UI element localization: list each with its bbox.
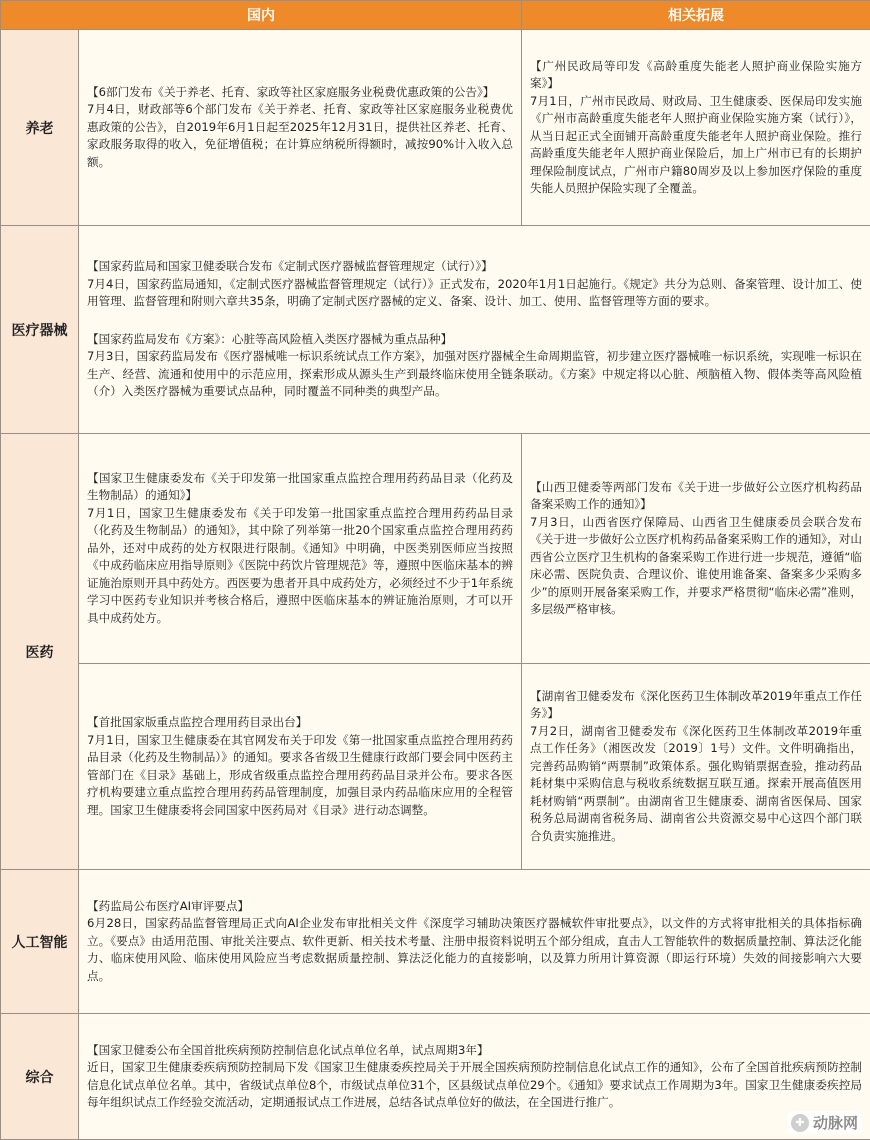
news-body: 7月3日，国家药监局发布《医疗器械唯一标识系统试点工作方案》，加强对医疗器械全生命周期监管，初步建立医疗器械唯一标识系统，实现唯一标识在生产、经营、流通和使用中的示范应用，探索形成从源头生产到最终临床使用全链条联动。《方案》中规定将以心脏、颅脑植入物、假体类等高风险植（介）入类医疗器械为重要试点品种，同时覆盖不同种类的典型产品。 — [87, 349, 862, 399]
news-body: 7月4日，财政部等6个部门发布《关于养老、托育、家政等社区家庭服务业税费优惠政策的公告》，自2019年6月1日起至2025年12月31日，提供社区养老、托育、家政服务取得的收入，免征增值税；在计算应纳税所得额时，减按90%计入收入总额。 — [87, 102, 513, 169]
category-label: 医药 — [1, 434, 79, 870]
news-body: 7月1日，国家卫生健康委在其官网发布关于印发《第一批国家重点监控合理用药药品目录（化药及生物制品）》的通知。要求各省级卫生健康行政部门要会同中医药主管部门在《目录》基础上，形成省级重点监控合理用药药品目录并公布。要求各医疗机构要建立重点监控合理用药药品管理制度，加强目录内药品临床应用的全程管理。国家卫生健康委将会同国家中医药局对《目录》进行动态调整。 — [87, 732, 513, 817]
row-elderly-care — [1, 30, 870, 226]
header-row — [1, 1, 870, 30]
related-cell — [522, 434, 870, 664]
full-width-cell — [79, 870, 870, 1014]
news-title: 【山西卫健委等两部门发布《关于进一步做好公立医疗机构药品备案采购工作的通知》】 — [530, 479, 862, 511]
domestic-cell — [79, 30, 522, 226]
news-title: 【湖南省卫健委发布《深化医药卫生体制改革2019年重点工作任务》】 — [530, 688, 862, 721]
news-title: 【首批国家版重点监控合理用药目录出台】 — [87, 715, 308, 729]
news-title: 【国家卫生健康委发布《关于印发第一批国家重点监控合理用药药品目录（化药及生物制品）的通知》】 — [87, 470, 513, 503]
news-body: 6月28日，国家药品监督管理局正式向AI企业发布审批相关文件《深度学习辅助决策医疗器械软件审批要点》，以文件的方式将审批相关的具体指标确立。《要点》由适用范围、审批关注要点、软件更新、相关技术考量、注册申报资料说明五个部分组成，直击人工智能软件的数据质量控制、算法泛化能力、临床使用风险、临床使用风险应当考虑数据质量控制、算法泛化能力的直接影响，以及算力所用计算资源（即运行环境）失效的间接影响六大要点。 — [87, 916, 862, 983]
news-item — [87, 258, 862, 311]
domestic-cell — [79, 434, 522, 664]
news-item — [530, 688, 862, 846]
news-body: 近日，国家卫生健康委疾病预防控制局下发《国家卫生健康委疾控局关于开展全国疾病预防控制信息化试点工作的通知》，公布了全国首批疾病预防控制信息化试点单位名单。其中，省级试点单位8个，市级试点单位31个，区县级试点单位29个。《通知》要求试点工作周期为3年。国家卫生健康委疾控局每年组织试点工作经验交流活动，定期通报试点工作进展，总结各试点单位好的做法，在全国进行推广。 — [87, 1060, 862, 1109]
category-label: 人工智能 — [1, 870, 79, 1014]
category-label: 医疗器械 — [1, 226, 79, 434]
related-cell — [522, 30, 870, 226]
news-item — [87, 714, 513, 819]
news-title: 【6部门发布《关于养老、托育、家政等社区家庭服务业税费优惠政策的公告》】 — [87, 84, 495, 99]
news-item — [87, 470, 513, 628]
category-label: 养老 — [1, 30, 79, 226]
news-item — [530, 58, 862, 198]
full-width-cell — [79, 226, 870, 434]
domestic-cell — [79, 664, 522, 870]
news-item — [87, 1042, 862, 1112]
row-pharma-2 — [1, 664, 870, 870]
full-width-cell — [79, 1014, 870, 1140]
watermark-text: 动脉网 — [812, 1114, 858, 1132]
news-title: 【国家卫健委公布全国首批疾病预防控制信息化试点单位名单，试点周期3年】 — [87, 1042, 489, 1057]
news-item — [87, 331, 862, 401]
news-title: 【广州民政局等印发《高龄重度失能老人照护商业保险实施方案》】 — [530, 58, 862, 90]
header-related: 相关拓展 — [522, 1, 870, 30]
row-medical-devices — [1, 226, 870, 434]
related-cell — [522, 664, 870, 870]
news-body: 7月3日，山西省医疗保障局、山西省卫生健康委员会联合发布《关于进一步做好公立医疗机构药品备案采购工作的通知》，对山西省公立医疗卫生机构的备案采购工作进行进一步规范，遵循“临床必需、医院负责、合理议价、谁使用谁备案、备案多少采购多少”的原则开展备案采购工作，并要求严格贯彻“临床必需”准则，多层级严格审核。 — [530, 514, 862, 616]
news-body: 7月1日，国家卫生健康委发布《关于印发第一批国家重点监控合理用药药品目录（化药及生物制品）的通知》，其中除了列举第一批20个国家重点监控合理用药药品外，还对中成药的处方权限进行限制。《通知》中明确，中医类别医师应当按照《中成药临床应用指导原则》《医院中药饮片管理规范》等，遵照中医临床基本的辨证施治原则开具中药处方。西医要为患者开具中成药处方，必须经过不少于1年系统学习中医药专业知识并考核合格后，遵照中医临床基本的辨证施治原则，才可以开具中成药处方。 — [87, 505, 513, 625]
row-ai — [1, 870, 870, 1014]
watermark — [787, 1111, 862, 1134]
news-item — [87, 84, 513, 172]
news-item — [87, 898, 862, 986]
row-comprehensive — [1, 1014, 870, 1140]
header-domestic: 国内 — [1, 1, 522, 30]
category-label: 综合 — [1, 1014, 79, 1140]
news-body: 7月1日，广州市民政局、财政局、卫生健康委、医保局印发实施《广州市高龄重度失能老年人照护商业保险实施方案（试行）》，从当日起正式全面铺开高龄重度失能老年人照护商业保险。推行高龄重度失能老年人照护商业保险后，加上广州市已有的长期护理保险制度试点，广州市户籍80周岁及以上参加医疗保险的重度失能人员照护保险实现了全覆盖。 — [530, 93, 862, 195]
news-title: 【国家药监局发布《方案》：心脏等高风险植入类医疗器械为重点品种】 — [87, 331, 453, 346]
news-body: 7月4日，国家药监局通知，《定制式医疗器械监督管理规定（试行）》正式发布，2020年1月1日起施行。《规定》共分为总则、备案管理、设计加工、使用管理、监督管理和附则六章共35条，明确了定制式医疗器械的定义、备案、设计、加工、使用、监督管理等方面的要求。 — [87, 276, 862, 309]
row-pharma-1 — [1, 434, 870, 664]
news-body: 7月2日，湖南省卫健委发布《深化医药卫生体制改革2019年重点工作任务》（湘医改发〔2019〕1号）文件。文件明确指出，完善药品购销“两票制”政策体系。强化购销票据查验，推动药品耗材集中采购信息与税收系统数据互联互通。探索开展高值医用耗材购销“两票制”。由湖南省卫生健康委、湖南省医保局、国家税务总局湖南省税务局、湖南省公共资源交易中心这四个部门联合负责实施推进。 — [530, 723, 862, 843]
news-title: 【国家药监局和国家卫健委联合发布《定制式医疗器械监督管理规定（试行）》】 — [87, 259, 493, 274]
news-item — [530, 479, 862, 619]
watermark-logo-icon: ✚ — [791, 1114, 809, 1132]
news-title: 【药监局公布医疗AI审评要点】 — [87, 898, 250, 913]
